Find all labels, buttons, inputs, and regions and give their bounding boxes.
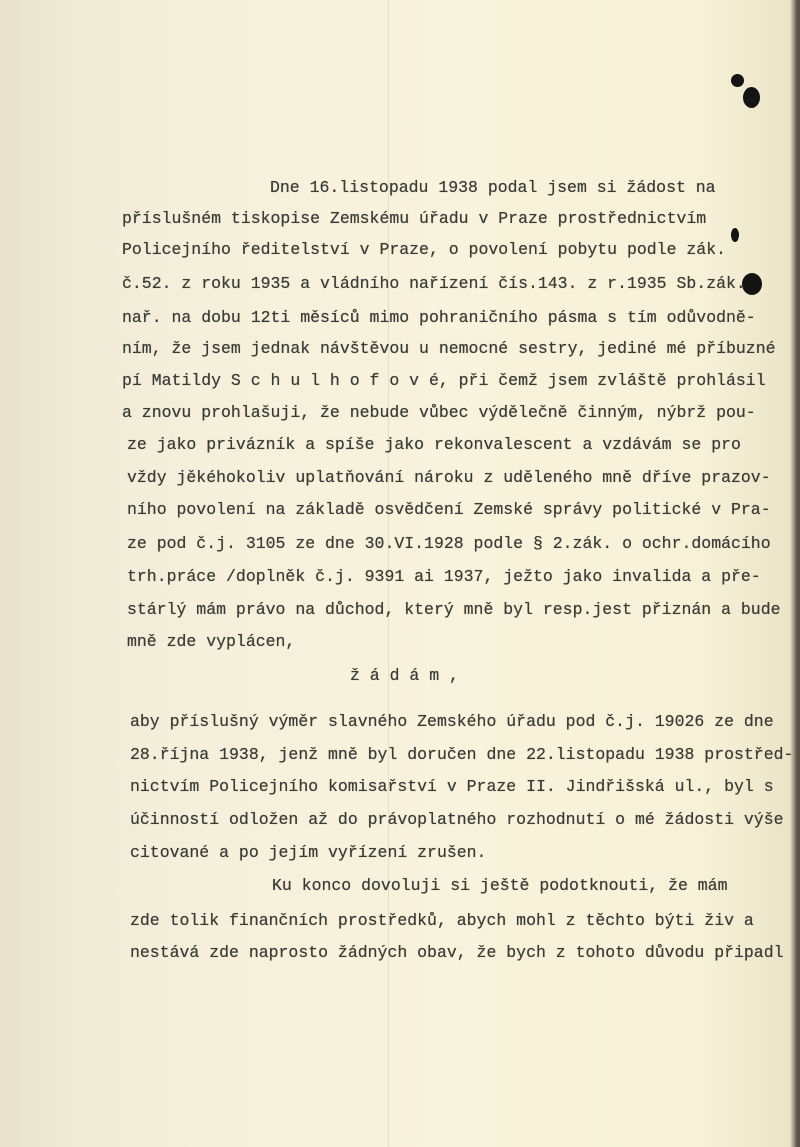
text-line: pí Matildy S c h u l h o f o v é, při čemž jsem zvláště prohlásil [122,371,766,390]
text-line: nař. na dobu 12ti měsíců mimo pohraničního pásma s tím odůvodně- [122,308,756,327]
text-line: ze jako privázník a spíše jako rekonvalescent a vzdávám se pro [127,435,741,454]
text-line: trh.práce /doplněk č.j. 9391 ai 1937, ježto jako invalida a pře- [127,567,761,586]
text-line: 28.října 1938, jenž mně byl doručen dne 22.listopadu 1938 prostřed- [130,745,794,764]
text-line: účinností odložen až do právoplatného rozhodnutí o mé žádosti výše [130,810,784,829]
text-line: ním, že jsem jednak návštěvou u nemocné sestry, jediné mé příbuzné [122,339,776,358]
text-line: aby příslušný výměr slavného Zemského úřadu pod č.j. 19026 ze dne [130,712,774,731]
text-line: Policejního ředitelství v Praze, o povolení pobytu podle zák. [122,240,726,259]
text-line: zde tolik finančních prostředků, abych mohl z těchto býti živ a [130,911,754,930]
text-line: nictvím Policejního komisařství v Praze II. Jindřišská ul., byl s [130,777,774,796]
text-line: vždy jěkéhokoliv uplatňování nároku z uděleného mně dříve prazov- [127,468,771,487]
text-line: citované a po jejím vyřízení zrušen. [130,843,487,862]
text-line: Ku konco dovoluji si ještě podotknouti, že mám [272,876,728,895]
request-heading: ž á d á m , [350,666,459,685]
punch-hole [743,87,760,108]
text-line: příslušném tiskopise Zemskému úřadu v Praze prostřednictvím [122,209,707,228]
punch-hole [731,228,739,242]
punch-hole [731,74,744,87]
text-line: ze pod č.j. 3105 ze dne 30.VI.1928 podle § 2.zák. o ochr.domácího [127,534,771,553]
text-line: nestává zde naprosto žádných obav, že bych z tohoto důvodu připadl [130,943,784,962]
text-line: Dne 16.listopadu 1938 podal jsem si žádost na [270,178,716,197]
text-line: mně zde vyplácen, [127,632,296,651]
text-line: a znovu prohlašuji, že nebude vůbec výdělečně činným, nýbrž pou- [122,403,756,422]
text-line: č.52. z roku 1935 a vládního nařízení čís.143. z r.1935 Sb.zák. [122,274,746,293]
text-line: ního povolení na základě osvědčení Zemské správy politické v Pra- [127,500,771,519]
text-line: stárlý mám právo na důchod, který mně byl resp.jest přiznán a bude [127,600,781,619]
